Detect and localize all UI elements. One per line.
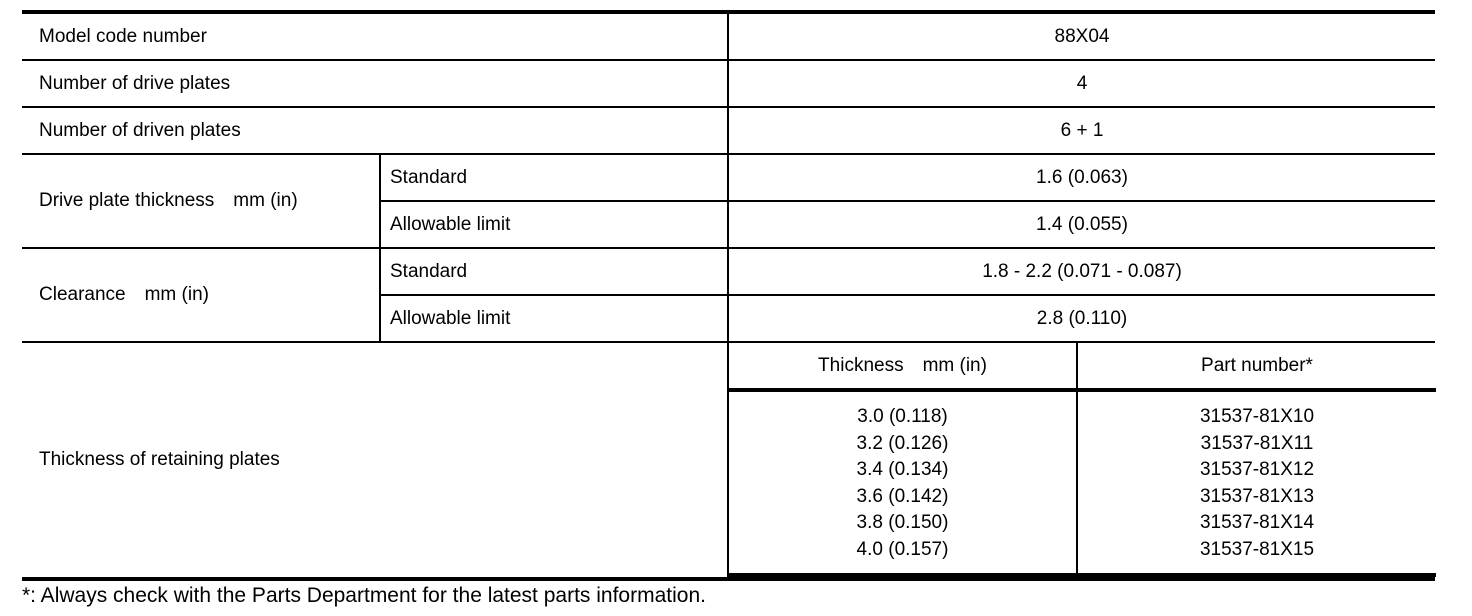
- model-code-label: Model code number: [22, 12, 728, 60]
- clearance-limit-label: Allowable limit: [380, 295, 728, 342]
- row-drive-plates: [22, 60, 1435, 107]
- retaining-plates-subtable-cell: [728, 342, 1435, 579]
- retaining-plates-body-row: [729, 390, 1436, 575]
- thickness-item: 3.6 (0.142): [856, 485, 949, 507]
- part-number-item: 31537-81X14: [1199, 512, 1315, 533]
- part-number-item: 31537-81X10: [1199, 406, 1315, 427]
- part-number-item: 31537-81X12: [1199, 459, 1315, 480]
- drive-plate-standard-value: 1.6 (0.063): [728, 154, 1435, 201]
- retaining-plates-subtable: [729, 343, 1436, 577]
- thickness-list: [729, 390, 1077, 575]
- clearance-standard-value: 1.8 - 2.2 (0.071 - 0.087): [728, 248, 1435, 295]
- model-code-value: 88X04: [728, 12, 1435, 60]
- row-retaining-plates: [22, 342, 1435, 579]
- specification-table: [22, 10, 1435, 581]
- footnote: *: Always check with the Parts Department for the latest parts information.: [22, 584, 706, 607]
- clearance-limit-value: 2.8 (0.110): [728, 295, 1435, 342]
- row-clearance-standard: [22, 248, 1435, 295]
- clearance-label: Clearance mm (in): [22, 248, 380, 342]
- part-number-list: [1077, 390, 1436, 575]
- thickness-item: 3.4 (0.134): [856, 459, 949, 480]
- part-number-column-header: Part number*: [1077, 343, 1436, 390]
- drive-plate-limit-value: 1.4 (0.055): [728, 201, 1435, 248]
- retaining-plates-label: Thickness of retaining plates: [22, 342, 728, 579]
- part-number-item: 31537-81X11: [1200, 432, 1314, 454]
- drive-plates-value: 4: [728, 60, 1435, 107]
- thickness-item: 3.0 (0.118): [857, 406, 948, 427]
- drive-plate-standard-label: Standard: [380, 154, 728, 201]
- retaining-plates-header-row: [729, 343, 1436, 390]
- clearance-standard-label: Standard: [380, 248, 728, 295]
- row-drive-plate-thickness-standard: [22, 154, 1435, 201]
- thickness-item: 3.2 (0.126): [856, 432, 949, 454]
- thickness-item: 3.8 (0.150): [856, 512, 949, 533]
- driven-plates-label: Number of driven plates: [22, 107, 728, 154]
- drive-plate-thickness-label: Drive plate thickness mm (in): [22, 154, 380, 248]
- thickness-column-header: Thickness mm (in): [729, 343, 1077, 390]
- thickness-item: 4.0 (0.157): [856, 538, 949, 560]
- part-number-item: 31537-81X15: [1199, 538, 1315, 560]
- row-driven-plates: [22, 107, 1435, 154]
- drive-plates-label: Number of drive plates: [22, 60, 728, 107]
- drive-plate-limit-label: Allowable limit: [380, 201, 728, 248]
- row-model-code: [22, 12, 1435, 60]
- driven-plates-value: 6 + 1: [728, 107, 1435, 154]
- part-number-item: 31537-81X13: [1199, 485, 1315, 507]
